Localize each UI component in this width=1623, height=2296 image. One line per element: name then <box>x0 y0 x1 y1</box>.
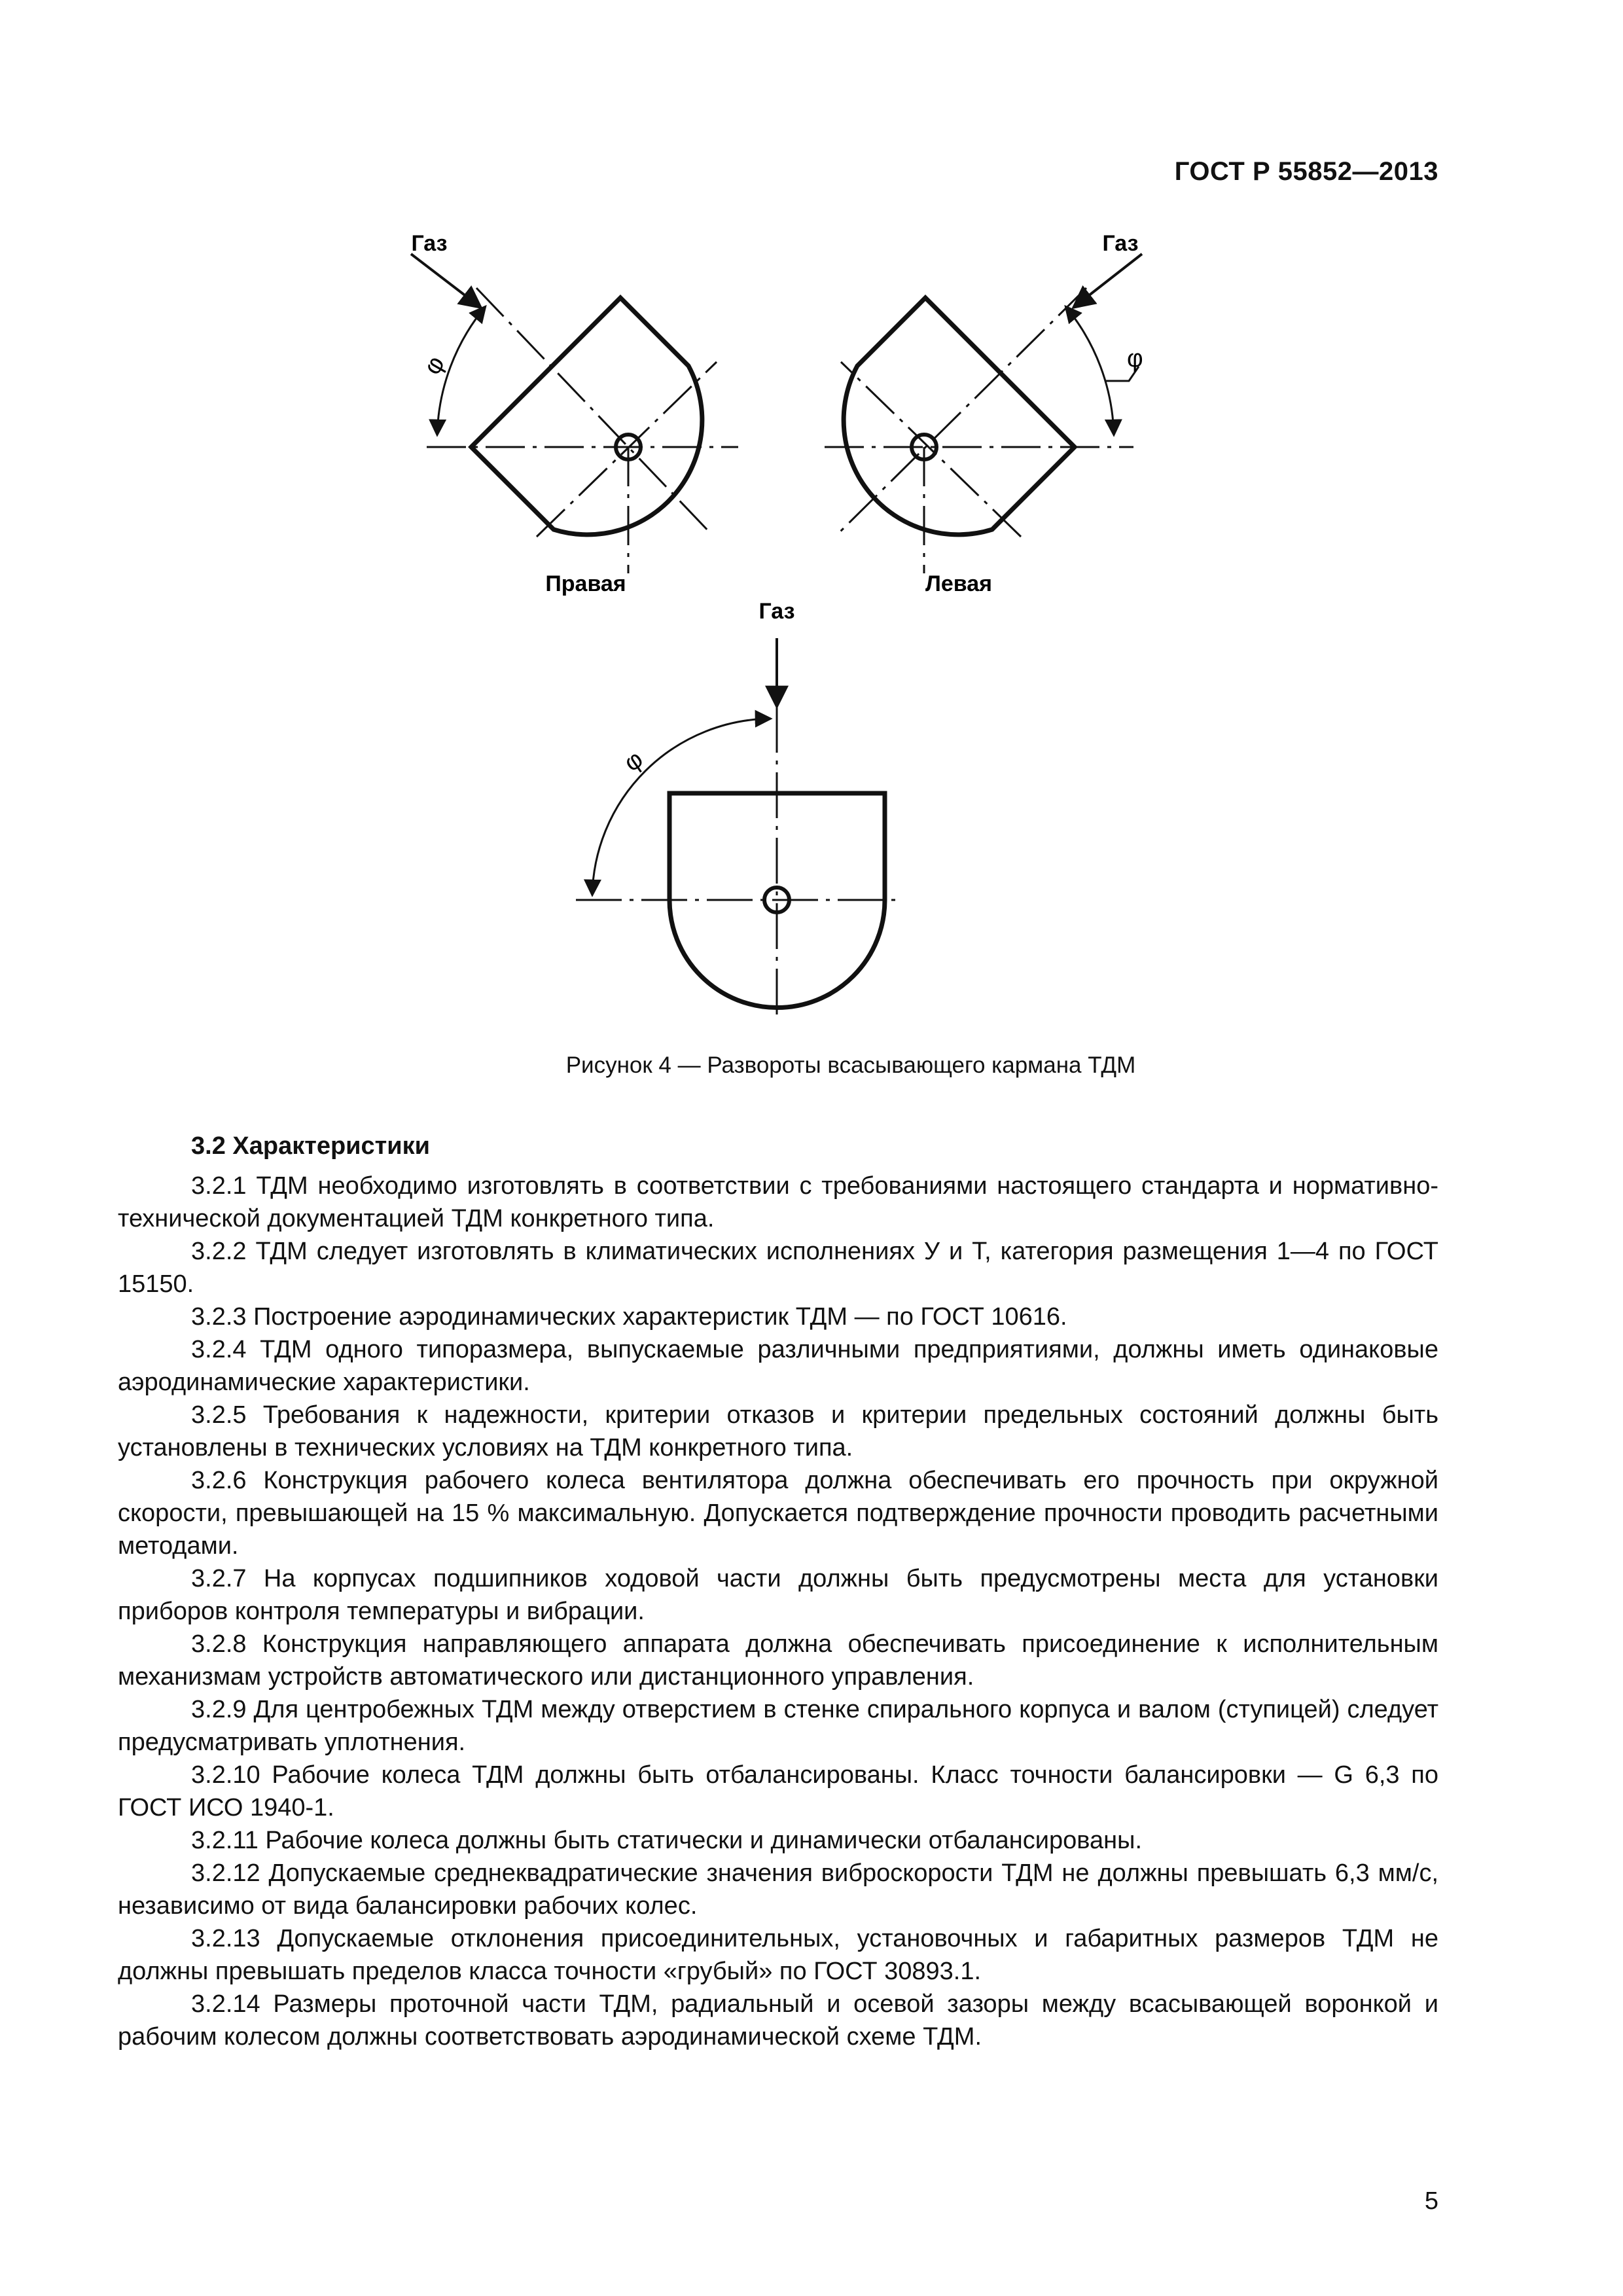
gas-label-left-variant: Газ <box>1102 231 1139 256</box>
section-3-2 <box>118 1129 1438 2053</box>
paragraph-3-2-12: 3.2.12 Допускаемые среднеквадратические значения виброскорости ТДМ не должны превышать 6,3 мм/с, независимо от вида балансировки рабочих колес. <box>118 1859 1438 1920</box>
paragraph-3-2-7: 3.2.7 На корпусах подшипников ходовой части должны быть предусмотрены места для установки приборов контроля температуры и вибрации. <box>118 1565 1438 1625</box>
phi-label-right-variant: φ <box>418 351 451 380</box>
figure-caption: Рисунок 4 — Развороты всасывающего кармана ТДМ <box>565 1052 1136 1078</box>
paragraph-3-2-13: 3.2.13 Допускаемые отклонения присоединительных, установочных и габаритных размеров ТДМ не должны превышать пределов класса точности «грубый» по ГОСТ 30893.1. <box>118 1925 1438 1985</box>
paragraph-3-2-3: 3.2.3 Построение аэродинамических характеристик ТДМ — по ГОСТ 10616. <box>191 1303 1067 1331</box>
gas-label-bottom-variant: Газ <box>758 599 795 624</box>
right-variant-drawing <box>411 254 738 573</box>
document-code: ГОСТ Р 55852—2013 <box>1174 157 1438 186</box>
paragraph-3-2-4: 3.2.4 ТДМ одного типоразмера, выпускаемые различными предприятиями, должны иметь одинаковые аэродинамические характеристики. <box>118 1336 1438 1396</box>
left-variant-label: Левая <box>925 571 992 596</box>
paragraph-3-2-11: 3.2.11 Рабочие колеса должны быть статически и динамически отбалансированы. <box>191 1827 1142 1854</box>
paragraph-3-2-14: 3.2.14 Размеры проточной части ТДМ, радиальный и осевой зазоры между всасывающей воронкой и рабочим колесом должны соответствовать аэродинамической схеме ТДМ. <box>118 1990 1438 2051</box>
paragraph-3-2-5: 3.2.5 Требования к надежности, критерии отказов и критерии предельных состояний должны быть установлены в технических условиях на ТДМ конкретного типа. <box>118 1401 1438 1462</box>
paragraph-3-2-9: 3.2.9 Для центробежных ТДМ между отверстием в стенке спирального корпуса и валом (ступицей) следует предусматривать уплотнения. <box>118 1696 1438 1756</box>
figure-4-drawing <box>0 0 1623 1047</box>
paragraph-3-2-6: 3.2.6 Конструкция рабочего колеса вентилятора должна обеспечивать его прочность при окружной скорости, превышающей на 15 % максимальную. Допускается подтверждение прочности проводить расчетными методами. <box>118 1467 1438 1560</box>
section-heading: 3.2 Характеристики <box>191 1132 431 1160</box>
bottom-variant-drawing <box>576 638 897 1021</box>
paragraph-3-2-1: 3.2.1 ТДМ необходимо изготовлять в соответствии с требованиями настоящего стандарта и нормативно-технической документацией ТДМ конкретного типа. <box>118 1172 1438 1232</box>
right-variant-label: Правая <box>545 571 626 596</box>
page-number: 5 <box>1424 2187 1438 2215</box>
gas-label-right-variant: Газ <box>411 231 448 256</box>
left-variant-drawing <box>825 254 1142 573</box>
paragraph-3-2-8: 3.2.8 Конструкция направляющего аппарата должна обеспечивать присоединение к исполнительным механизмам устройств автоматического или дистанционного управления. <box>118 1630 1438 1691</box>
phi-label-left-variant: φ <box>1127 345 1143 372</box>
phi-label-bottom-variant: φ <box>619 745 649 778</box>
paragraph-3-2-2: 3.2.2 ТДМ следует изготовлять в климатических исполнениях У и Т, категория размещения 1—4 по ГОСТ 15150. <box>118 1238 1438 1298</box>
paragraph-3-2-10: 3.2.10 Рабочие колеса ТДМ должны быть отбалансированы. Класс точности балансировки — G 6,3 по ГОСТ ИСО 1940-1. <box>118 1761 1438 1821</box>
